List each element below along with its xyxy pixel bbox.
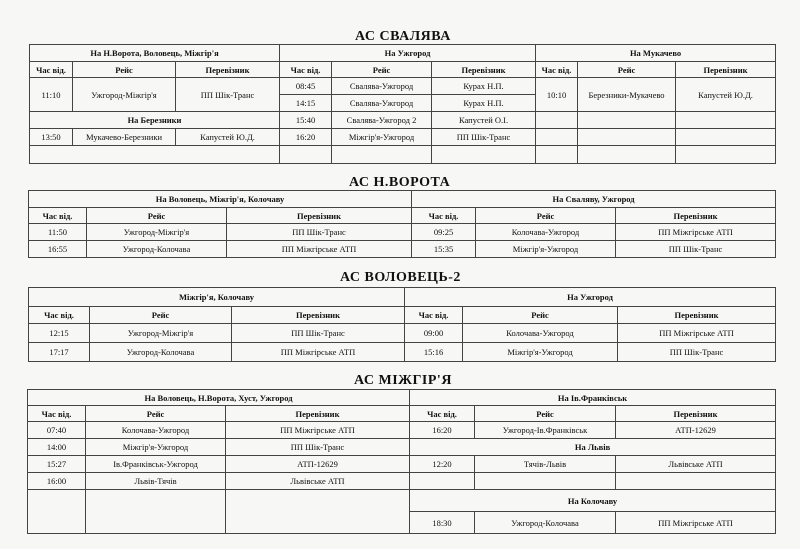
time-cell: 12:15 xyxy=(29,324,90,343)
route-cell: Колочава-Ужгород xyxy=(476,224,616,241)
col-time: Час від. xyxy=(410,406,475,422)
col-time: Час від. xyxy=(536,62,578,78)
time-cell: 18:30 xyxy=(410,512,475,534)
route-cell: Мукачево-Березники xyxy=(73,129,176,146)
route-cell: Колочава-Ужгород xyxy=(86,422,226,439)
col-route: Рейс xyxy=(86,406,226,422)
route-cell: Ужгород-Міжгір'я xyxy=(87,224,227,241)
col-route: Рейс xyxy=(87,208,227,224)
svalyava-dir-nvorota: На Н.Ворота, Воловець, Міжгір'я xyxy=(30,45,280,62)
route-cell: Ів.Франківськ-Ужгород xyxy=(86,456,226,473)
carrier-cell: АТП-12629 xyxy=(616,422,776,439)
route-cell: Свалява-Ужгород xyxy=(332,78,432,95)
volovets-dir-mizhhirya: Міжгір'я, Колочаву xyxy=(29,288,405,307)
mizhhirya-dir-volovets: На Воловець, Н.Ворота, Хуст, Ужгород xyxy=(28,390,410,406)
col-time: Час від. xyxy=(29,208,87,224)
nvorota-dir-svalyava: На Сваляву, Ужгород xyxy=(412,191,776,208)
carrier-cell: ПП Міжгірське АТП xyxy=(232,343,405,362)
time-cell: 14:15 xyxy=(280,95,332,112)
col-route: Рейс xyxy=(578,62,676,78)
time-cell: 09:00 xyxy=(405,324,463,343)
route-cell: Ужгород-Колочава xyxy=(475,512,616,534)
time-cell: 16:20 xyxy=(410,422,475,439)
col-time: Час від. xyxy=(29,307,90,324)
carrier-cell: Львівське АТП xyxy=(616,456,776,473)
table-row xyxy=(28,490,776,512)
route-cell: Ужгород-Міжгір'я xyxy=(73,78,176,112)
time-cell: 10:10 xyxy=(536,78,578,112)
col-carrier: Перевізник xyxy=(618,307,776,324)
carrier-cell: ПП Шік-Транс xyxy=(432,129,536,146)
time-cell: 14:00 xyxy=(28,439,86,456)
volovets-title: АС ВОЛОВЕЦЬ-2 xyxy=(340,270,461,285)
mizhhirya-title: АС МІЖГІР'Я xyxy=(354,373,452,388)
carrier-cell: АТП-12629 xyxy=(226,456,410,473)
carrier-cell: ПП Шік-Транс xyxy=(226,439,410,456)
time-cell: 12:20 xyxy=(410,456,475,473)
carrier-cell: ПП Шік-Транс xyxy=(616,241,776,258)
col-route: Рейс xyxy=(463,307,618,324)
col-route: Рейс xyxy=(475,406,616,422)
mizhhirya-table xyxy=(27,389,776,534)
time-cell: 16:55 xyxy=(29,241,87,258)
carrier-cell: ПП Шік-Транс xyxy=(618,343,776,362)
route-cell: Ужгород-Міжгір'я xyxy=(90,324,232,343)
col-carrier: Перевізник xyxy=(616,406,776,422)
route-cell: Міжгір'я-Ужгород xyxy=(476,241,616,258)
volovets-dir-uzhhorod: На Ужгород xyxy=(405,288,776,307)
svalyava-title: АС СВАЛЯВА xyxy=(355,29,451,44)
col-time: Час від. xyxy=(405,307,463,324)
time-cell: 11:10 xyxy=(30,78,73,112)
col-time: Час від. xyxy=(28,406,86,422)
time-cell: 07:40 xyxy=(28,422,86,439)
col-route: Рейс xyxy=(73,62,176,78)
carrier-cell: Львівське АТП xyxy=(226,473,410,490)
table-row xyxy=(28,422,776,439)
route-cell: Ужгород-Колочава xyxy=(90,343,232,362)
nvorota-title: АС Н.ВОРОТА xyxy=(349,175,451,190)
col-carrier: Перевізник xyxy=(227,208,412,224)
col-carrier: Перевізник xyxy=(232,307,405,324)
carrier-cell: Курах Н.П. xyxy=(432,78,536,95)
route-cell: Свалява-Ужгород xyxy=(332,95,432,112)
table-row xyxy=(30,129,776,146)
table-row xyxy=(29,241,776,258)
carrier-cell: Капустей Ю.Д. xyxy=(176,129,280,146)
table-row xyxy=(28,456,776,473)
time-cell: 09:25 xyxy=(412,224,476,241)
table-row xyxy=(29,224,776,241)
svalyava-dir-uzhhorod: На Ужгород xyxy=(280,45,536,62)
col-time: Час від. xyxy=(280,62,332,78)
col-route: Рейс xyxy=(332,62,432,78)
carrier-cell: ПП Міжгірське АТП xyxy=(227,241,412,258)
time-cell: 15:35 xyxy=(412,241,476,258)
time-cell: 16:20 xyxy=(280,129,332,146)
svalyava-dir-mukachevo: На Мукачево xyxy=(536,45,776,62)
col-carrier: Перевізник xyxy=(616,208,776,224)
route-cell: Свалява-Ужгород 2 xyxy=(332,112,432,129)
time-cell: 15:16 xyxy=(405,343,463,362)
table-row xyxy=(29,343,776,362)
route-cell: Ужгород-Ів.Франківськ xyxy=(475,422,616,439)
carrier-cell: ПП Шік-Транс xyxy=(232,324,405,343)
table-row xyxy=(28,439,776,456)
carrier-cell: ПП Міжгірське АТП xyxy=(616,512,776,534)
time-cell: 17:17 xyxy=(29,343,90,362)
col-carrier: Перевізник xyxy=(676,62,776,78)
time-cell: 08:45 xyxy=(280,78,332,95)
carrier-cell: ПП Міжгірське АТП xyxy=(226,422,410,439)
col-carrier: Перевізник xyxy=(226,406,410,422)
carrier-cell: ПП Шік-Транс xyxy=(227,224,412,241)
carrier-cell: Курах Н.П. xyxy=(432,95,536,112)
carrier-cell: Капустей О.І. xyxy=(432,112,536,129)
col-carrier: Перевізник xyxy=(432,62,536,78)
col-route: Рейс xyxy=(90,307,232,324)
carrier-cell: ПП Міжгірське АТП xyxy=(618,324,776,343)
carrier-cell: ПП Шік-Транс xyxy=(176,78,280,112)
route-cell: Міжгір'я-Ужгород xyxy=(463,343,618,362)
volovets-table xyxy=(28,287,776,362)
time-cell: 13:50 xyxy=(30,129,73,146)
col-route: Рейс xyxy=(476,208,616,224)
col-time: Час від. xyxy=(412,208,476,224)
route-cell: Тячів-Львів xyxy=(475,456,616,473)
svalyava-table xyxy=(29,44,776,164)
route-cell: Міжгір'я-Ужгород xyxy=(332,129,432,146)
time-cell: 15:27 xyxy=(28,456,86,473)
time-cell: 16:00 xyxy=(28,473,86,490)
carrier-cell: Капустей Ю.Д. xyxy=(676,78,776,112)
nvorota-dir-volovets: На Воловець, Міжгір'я, Колочаву xyxy=(29,191,412,208)
route-cell: Ужгород-Колочава xyxy=(87,241,227,258)
route-cell: Колочава-Ужгород xyxy=(463,324,618,343)
nvorota-table xyxy=(28,190,776,258)
route-cell: Міжгір'я-Ужгород xyxy=(86,439,226,456)
mizhhirya-dir-ivf: На Ів.Франківськ xyxy=(410,390,776,406)
route-cell: Березники-Мукачево xyxy=(578,78,676,112)
col-carrier: Перевізник xyxy=(176,62,280,78)
table-row xyxy=(29,324,776,343)
mizhhirya-dir-lviv: На Львів xyxy=(410,439,776,456)
table-row xyxy=(30,112,776,129)
mizhhirya-dir-kolochava: На Колочаву xyxy=(410,490,776,512)
table-row xyxy=(28,473,776,490)
route-cell: Львів-Тячів xyxy=(86,473,226,490)
svalyava-dir-berezniki: На Березники xyxy=(30,112,280,129)
col-time: Час від. xyxy=(30,62,73,78)
time-cell: 15:40 xyxy=(280,112,332,129)
table-row xyxy=(30,78,776,95)
carrier-cell: ПП Міжгірське АТП xyxy=(616,224,776,241)
time-cell: 11:50 xyxy=(29,224,87,241)
